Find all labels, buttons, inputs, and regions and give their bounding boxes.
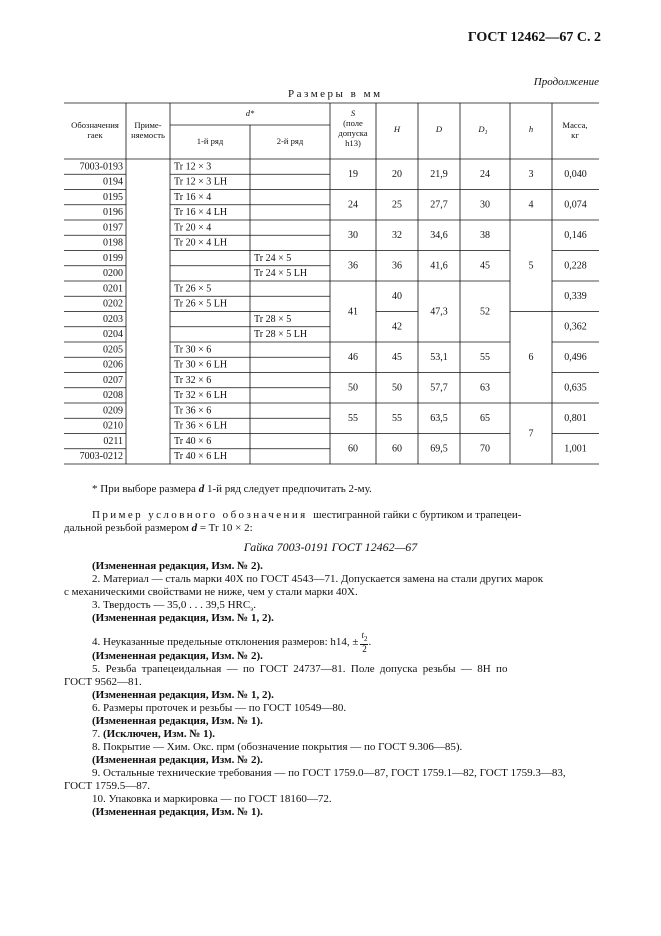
table-cell-mass: 0,146: [564, 230, 587, 242]
table-row-thread-row1: Tr 40 × 6 LH: [174, 451, 228, 463]
table-row-designation: 0211: [103, 435, 123, 447]
table-row-thread-row2: Tr 24 × 5: [254, 252, 292, 264]
header-s: допуска: [338, 127, 368, 138]
table-cell-height: 40: [392, 291, 402, 303]
amendment-note: (Измененная редакция, Изм. № 2).: [92, 650, 263, 662]
table-row-designation: 0196: [103, 207, 123, 219]
table-row-designation: 0209: [103, 405, 123, 417]
paragraph-2-line-1: 2. Материал — сталь марки 40Х по ГОСТ 4543—71. Допускается замена на стали других марок: [92, 573, 544, 585]
table-cell-height: 42: [392, 321, 402, 333]
table-row-thread-row1: Tr 12 × 3: [174, 161, 212, 173]
paragraph-7: [92, 728, 215, 741]
table-row-designation: 0203: [103, 313, 123, 325]
footnote-rest: 1-й ряд следует предпочитать 2-му.: [206, 483, 372, 495]
table-cell-s: 24: [348, 199, 358, 211]
header-applicability: Приме-: [134, 119, 162, 130]
table-row-designation: 0198: [103, 237, 123, 249]
table-cell-height: 55: [392, 413, 402, 425]
footnote-start: * При выборе размера: [92, 483, 196, 495]
paragraph-2-line-2: с механическими свойствами не ниже, чем у стали марки 40Х.: [64, 586, 358, 598]
paragraph-3-text: 3. Твердость — 35,0 . . . 39,5 HRC: [92, 599, 251, 611]
table-row-thread-row1: Tr 30 × 6 LH: [174, 359, 228, 371]
table-row-thread-row1: Tr 16 × 4: [174, 191, 212, 203]
table-row-thread-row1: Tr 20 × 4: [174, 222, 212, 234]
table-row-thread-row1: Tr 36 × 6 LH: [174, 420, 228, 432]
paragraph-5-line-2: ГОСТ 9562—81.: [64, 676, 142, 688]
table-cell-d1: 52: [480, 306, 490, 318]
example-title: Гайка 7003-0191 ГОСТ 12462—67: [243, 540, 418, 554]
table-cell-height: 60: [392, 443, 402, 455]
header-h-height: H: [393, 123, 401, 134]
amendment-note: (Измененная редакция, Изм. № 1).: [92, 715, 263, 727]
example-d: d: [191, 522, 198, 534]
fraction-denominator: 2: [362, 643, 367, 654]
table-row-designation: 0208: [103, 390, 123, 402]
paragraph-7-text: (Исключен, Изм. № 1).: [103, 728, 216, 740]
table-row-thread-row1: Tr 26 × 5 LH: [174, 298, 228, 310]
table-row-thread-row1: Tr 26 × 5: [174, 283, 212, 295]
table-cell-d-outer: 63,5: [430, 413, 448, 425]
table-row-thread-row2: Tr 24 × 5 LH: [254, 268, 308, 280]
table-cell-d1: 24: [480, 169, 490, 181]
table-cell-s: 36: [348, 260, 358, 272]
amendment-note: (Измененная редакция, Изм. № 1).: [92, 806, 263, 818]
table-cell-s: 30: [348, 230, 358, 242]
header-s: (поле: [343, 117, 363, 128]
table-cell-height: 45: [392, 352, 402, 364]
header-h-collar: h: [528, 123, 534, 134]
table-row-thread-row1: Tr 32 × 6: [174, 374, 212, 386]
table-cell-height: 25: [392, 199, 402, 211]
table-cell-height: 36: [392, 260, 402, 272]
table-cell-mass: 0,801: [564, 413, 587, 425]
example-text-2c: = Tr 10 × 2:: [199, 522, 253, 534]
table-row-designation: 7003-0212: [79, 451, 123, 463]
table-cell-mass: 0,635: [564, 382, 587, 394]
table-row-thread-row1: Tr 36 × 6: [174, 405, 212, 417]
table-cell-s: 55: [348, 413, 358, 425]
table-row-designation: 7003-0193: [79, 161, 123, 173]
table-row-designation: 0205: [103, 344, 123, 356]
table-cell-d1: 63: [480, 382, 490, 394]
table-cell-s: 50: [348, 382, 358, 394]
table-cell-s: 60: [348, 443, 358, 455]
table-row-thread-row1: Tr 30 × 6: [174, 344, 212, 356]
table-row-designation: 0207: [103, 374, 123, 386]
table-cell-h-collar: 3: [528, 169, 534, 181]
table-row-designation: 0195: [103, 191, 123, 203]
table-row-designation: 0199: [103, 252, 123, 264]
table-cell-d-outer: 27,7: [430, 199, 448, 211]
table-cell-h-collar: 7: [528, 428, 534, 440]
example-label: Пример условного обозначения: [92, 509, 308, 521]
table-row-thread-row1: Tr 16 × 4 LH: [174, 207, 228, 219]
amendment-note: (Измененная редакция, Изм. № 2).: [92, 560, 263, 572]
header-d-row1: 1-й ряд: [196, 135, 224, 146]
paragraph-6: 6. Размеры проточек и резьбы — по ГОСТ 10549—80.: [92, 702, 347, 714]
table-cell-d-outer: 69,5: [430, 443, 448, 455]
table-cell-d-outer: 34,6: [430, 230, 448, 242]
table-row-thread-row1: Tr 20 × 4 LH: [174, 237, 228, 249]
header-d1-sub: 1: [484, 130, 488, 137]
header-d-row2: 2-й ряд: [276, 135, 304, 146]
table-cell-d-outer: 41,6: [430, 260, 448, 272]
table-cell-h-collar: 5: [528, 260, 534, 272]
table-row-designation: 0200: [103, 268, 123, 280]
table-cell-height: 32: [392, 230, 402, 242]
paragraph-8: 8. Покрытие — Хим. Окс. прм (обозначение покрытия — по ГОСТ 9.306—85).: [92, 741, 463, 753]
paragraph-4-end: .: [368, 635, 372, 648]
table-row-thread-row2: Tr 28 × 5: [254, 313, 292, 325]
example-text-1: шестигранной гайки с буртиком и трапецеи-: [313, 509, 522, 521]
paragraph-7-number: 7.: [92, 728, 101, 740]
header-d: d*: [245, 107, 255, 118]
paragraph-3-sub: э: [250, 605, 254, 614]
table-cell-mass: 0,362: [564, 321, 587, 333]
table-cell-h-collar: 6: [528, 352, 534, 364]
header-mass: Масса,: [562, 119, 588, 130]
header-s: h13): [345, 137, 361, 148]
table-cell-mass: 0,496: [564, 352, 587, 364]
amendment-note: (Измененная редакция, Изм. № 1, 2).: [92, 689, 274, 701]
example-line-2: [64, 522, 253, 535]
table-cell-d-outer: 53,1: [430, 352, 448, 364]
table-row-thread-row1: Tr 12 × 3 LH: [174, 176, 228, 188]
table-cell-d-outer: 47,3: [430, 306, 448, 318]
table-row-designation: 0202: [103, 298, 123, 310]
footnote-d: d: [198, 483, 205, 495]
table-cell-d1: 38: [480, 230, 490, 242]
paragraph-9-line-2: ГОСТ 1759.5—87.: [64, 780, 150, 792]
table-cell-d1: 45: [480, 260, 490, 272]
paragraph-4-text: 4. Неуказанные предельные отклонения размеров: h14, ±: [92, 635, 359, 648]
table-cell-d1: 70: [480, 443, 490, 455]
continuation-label: Продолжение: [533, 76, 599, 88]
table-row-thread-row1: Tr 40 × 6: [174, 435, 212, 447]
header-designation: гаек: [87, 129, 103, 140]
table-cell-d1: 55: [480, 352, 490, 364]
table-row-designation: 0210: [103, 420, 123, 432]
example-text-2a: дальной резьбой размером: [64, 522, 189, 534]
header-mass: кг: [571, 129, 579, 140]
paragraph-10: 10. Упаковка и маркировка — по ГОСТ 18160—72.: [92, 793, 332, 805]
table-cell-h-collar: 4: [528, 199, 534, 211]
table-row-thread-row2: Tr 28 × 5 LH: [254, 329, 308, 341]
table-cell-d-outer: 21,9: [430, 169, 448, 181]
table-cell-mass: 0,228: [564, 260, 587, 272]
amendment-note: (Измененная редакция, Изм. № 1, 2).: [92, 612, 274, 624]
header-applicability: няемость: [131, 129, 165, 140]
table-cell-height: 50: [392, 382, 402, 394]
fraction-numerator: t: [361, 630, 364, 640]
table-cell-mass: 0,040: [564, 169, 587, 181]
table-row-designation: 0206: [103, 359, 123, 371]
document-header: ГОСТ 12462—67 С. 2: [467, 30, 601, 45]
table-cell-s: 41: [348, 306, 358, 318]
table-cell-mass: 0,339: [564, 291, 587, 303]
table-row-designation: 0194: [103, 176, 123, 188]
table-cell-height: 20: [392, 169, 402, 181]
example-line-1: [92, 509, 521, 522]
header-d-outer: D: [435, 123, 443, 134]
paragraph-3-end: .: [253, 599, 256, 611]
table-cell-mass: 0,074: [564, 199, 587, 211]
amendment-note: (Измененная редакция, Изм. № 2).: [92, 754, 263, 766]
table-caption: Размеры в мм: [288, 88, 383, 100]
table-row-designation: 0201: [103, 283, 123, 295]
footnote: [92, 483, 372, 496]
table-row-designation: 0204: [103, 329, 123, 341]
paragraph-9-line-1: 9. Остальные технические требования — по ГОСТ 1759.0—87, ГОСТ 1759.1—82, ГОСТ 1759.3—83,: [92, 767, 566, 779]
table-cell-s: 46: [348, 352, 358, 364]
header-s: S: [350, 107, 356, 118]
table-cell-d1: 65: [480, 413, 490, 425]
table-cell-mass: 1,001: [564, 443, 587, 455]
fraction-numerator-sub: 2: [363, 634, 368, 643]
header-d1: $D_1$: [478, 123, 488, 137]
table-cell-s: 19: [348, 169, 358, 181]
table-cell-d1: 30: [480, 199, 490, 211]
table-row-designation: 0197: [103, 222, 123, 234]
header-designation: Обозначения: [71, 119, 119, 130]
table-row-thread-row1: Tr 32 × 6 LH: [174, 390, 228, 402]
table-cell-d-outer: 57,7: [430, 382, 448, 394]
paragraph-5-line-1: 5. Резьба трапецеидальная — по ГОСТ 24737—81. Поле допуска резьбы — 8Н по: [92, 663, 508, 675]
